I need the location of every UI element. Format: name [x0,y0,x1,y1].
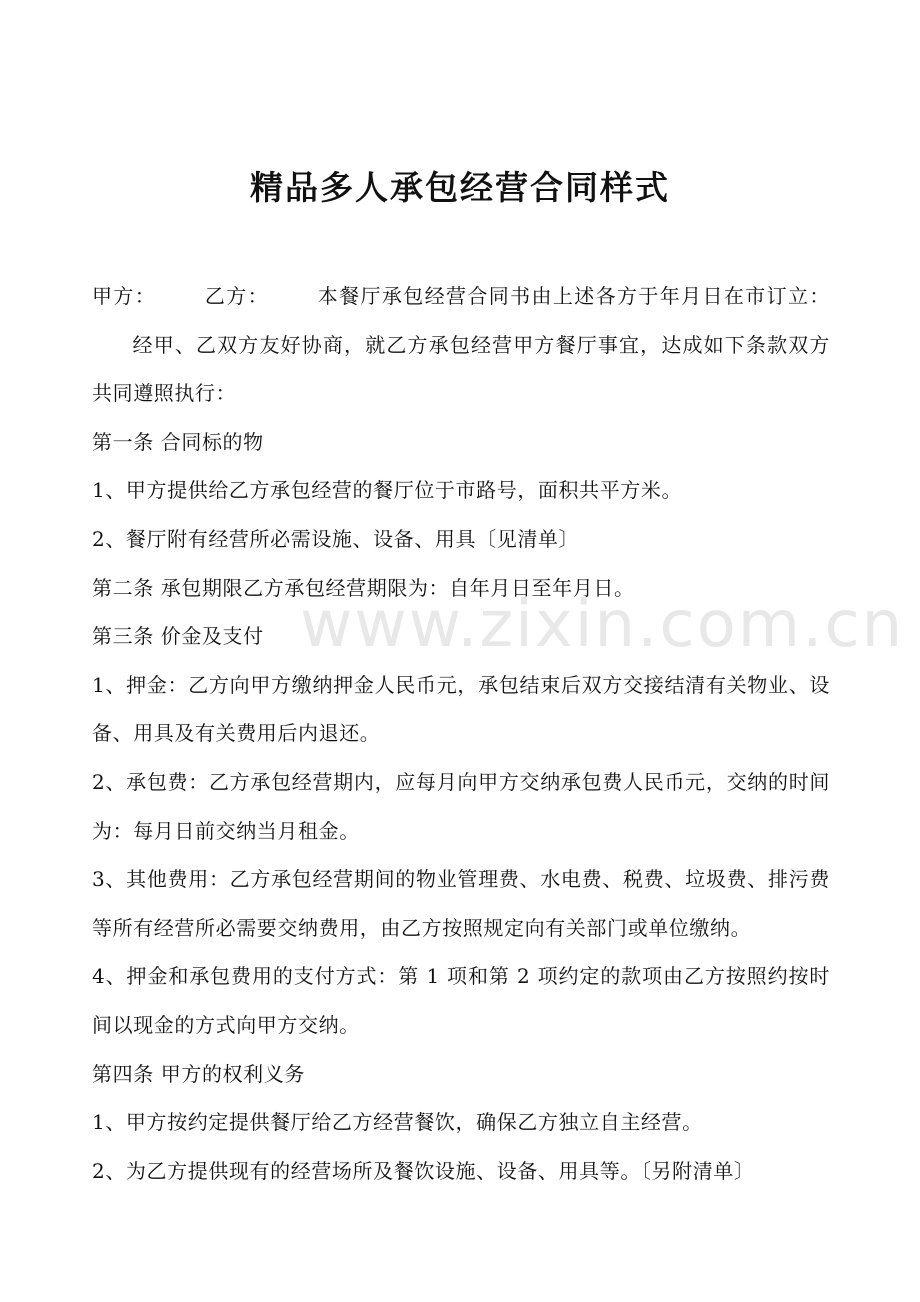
watermark: www.zixin.com.cn [300,588,905,662]
article-3-clause-3: 3、其他费用：乙方承包经营期间的物业管理费、水电费、税费、垃圾费、排污费等所有经营所必需要交纳费用，由乙方按照规定向有关部门或单位缴纳。 [92,867,830,940]
intro-text-1: 本餐厅承包经营合同书由上述各方于年月日在市订立： [317,284,830,308]
article-2-heading: 第二条 承包期限乙方承包经营期限为：自年月日至年月日。 [92,575,635,600]
article-4-heading: 第四条 甲方的权利义务 [92,1061,305,1086]
article-4-clause-2: 2、为乙方提供现有的经营场所及餐饮设施、设备、用具等。〔另附清单〕 [92,1158,755,1183]
article-3-clause-1: 1、押金：乙方向甲方缴纳押金人民币元，承包结束后双方交接结清有关物业、设备、用具及有关费用后内退还。 [92,672,830,746]
intro-paragraph [92,272,830,418]
article-3-clause-2: 2、承包费：乙方承包经营期内，应每月向甲方交纳承包费人民币元，交纳的时间为：每月日前交纳当月租金。 [92,769,830,843]
article-1-clause-2: 2、餐厅附有经营所必需设施、设备、用具〔见清单〕 [92,526,580,551]
document-title: 精品多人承包经营合同样式 [250,168,670,207]
article-1-heading: 第一条 合同标的物 [92,429,264,454]
article-3-clause-4: 4、押金和承包费用的支付方式：第 1 项和第 2 项约定的款项由乙方按照约按时间以现金的方式向甲方交纳。 [92,964,830,1037]
document-body [92,272,830,1195]
article-1-clause-1: 1、甲方提供给乙方承包经营的餐厅位于市路号，面积共平方米。 [92,478,683,503]
intro-text-2: 经甲、乙双方友好协商，就乙方承包经营甲方餐厅事宜，达成如下条款双方共同遵照执行： [92,332,830,406]
article-3-heading: 第三条 价金及支付 [92,624,264,649]
party-b-label: 乙方： [204,284,270,308]
party-a-label: 甲方： [92,284,157,308]
article-4-clause-1: 1、甲方按约定提供餐厅给乙方经营餐饮，确保乙方独立自主经营。 [92,1110,703,1135]
